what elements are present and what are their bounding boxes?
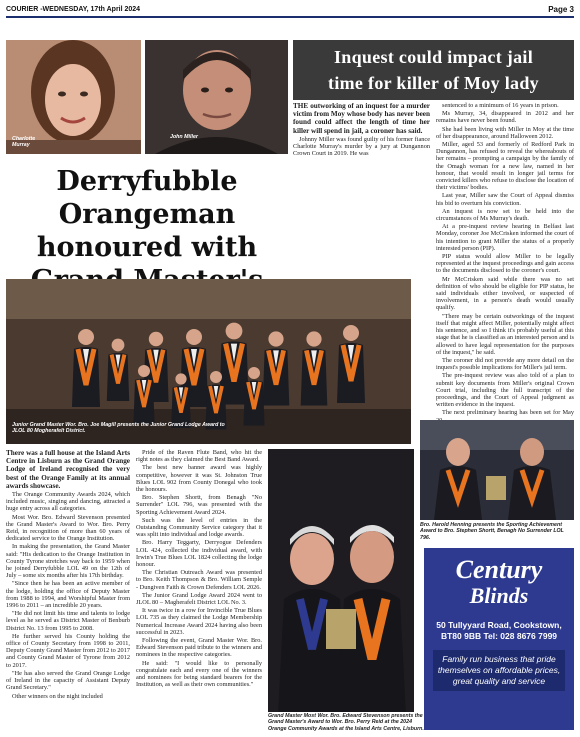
- orange-headline: Derryfubble Orangeman honoured with: [36, 166, 258, 263]
- article-paragraph: He said: "I would like to personally congratulate each and every one of the winners and nominees for being standard bearers for the Institution, as well as their own communities.": [136, 659, 262, 689]
- moy-article-col1: [293, 102, 430, 158]
- grand-master-caption: Grand Master Most Wor. Bro. Edward Stevenson presents the Grand Master's Award to Wor. Bro. Perry Reid at the 2024 Orange Community Awards at the Island Arts Centre, Lisburn.: [268, 712, 424, 736]
- article-paragraph: Bro. Stephen Shortt, from Benagh "No Surrender" LOL 796, was presented with the Sporting Achievement Award 2024.: [136, 494, 262, 516]
- orange-article-col1: [6, 449, 130, 732]
- article-paragraph: The Christian Outreach Award was presented to Bro. Keith Thompson & Bro. William Semple - Dungiven Faith & Crown Defenders LOL 2026.: [136, 569, 262, 591]
- article-paragraph: In making the presentation, the Grand Master said: "His dedication to the Orange Institution in County Tyrone stretches way back to 1959 when he joined Derryfubble LOL 49 on the 12th of July – some six months after his 17th birthday.: [6, 543, 130, 580]
- article-paragraph: Pride of the Raven Flute Band, who hit the right notes as they claimed the Best Band Award.: [136, 449, 262, 464]
- article-paragraph: The best new banner award was highly competitive, however it was St. Johnston True Blues LOL 902 from County Donegal who took the honours.: [136, 464, 262, 494]
- moy-headline-line1: Inquest could impact jail: [333, 47, 534, 67]
- article-paragraph: He further served his County holding the office of County Secretary from 1998 to 2011, Deputy County Grand Master from 2012 to 2017 and County Grand Master of Tyrone from 2012 to 2017.: [6, 632, 130, 669]
- article-paragraph: "There may be certain outworkings of the inquest itself that might affect Miller, potentially might affect his sentence, and so I think it's probably useful at this stage that he is classified as an interested person and is allowed to have legal representation for the purposes of the inquest," he said.: [436, 312, 574, 356]
- article-paragraph: "He did not limit his time and talents to lodge level as he served as District Master of Benburb District No. 13 from 1995 to 2008.: [6, 610, 130, 632]
- header-rule: [6, 16, 574, 18]
- article-paragraph: She had been living with Miller in Moy at the time of her disappearance, around Halloween 2012.: [436, 125, 574, 140]
- article-paragraph: The coroner did not provide any more detail on the inquest's possible implications for Miller's jail term.: [436, 356, 574, 372]
- moy-article-col2: [436, 102, 574, 417]
- orange-lede: There was a full house at the Island Arts Centre in Lisburn as the Grand Orange Lodge of Ireland recognised the very best of the Orange Family at its annual awards showcase.: [6, 449, 130, 490]
- article-paragraph: Mr McCrisken said while there was no set definition of who should be eligible for PIP status, he said individuals either involved, or suspected of involvement, in a person's death would usually qualify.: [436, 275, 574, 312]
- ad-tagline: Family run business that pride themselves on affordable prices, great quality and service: [433, 650, 565, 691]
- sporting-award-caption: Bro. Harold Henning presents the Sporting Achievement Award to Bro. Stephen Shortt, Benagh No Surrender LOL 796.: [420, 522, 564, 541]
- ad-brand-blinds: Blinds: [469, 583, 529, 608]
- john-miller-photo: [145, 40, 288, 154]
- article-paragraph: sentenced to a minimum of 16 years in prison.: [442, 102, 559, 109]
- group-photo-caption: Junior Grand Master Wor. Bro. Joe Magill presents the Junior Grand Lodge Award to JLOL 80 Mogherafelt District.: [12, 422, 225, 435]
- article-paragraph: An inquest is now set to be held into the circumstances of Ms Murray's death.: [436, 207, 574, 223]
- article-paragraph: The Junior Grand Lodge Award 2024 went to JLOL 80 – Magherafelt District LOL No. 3.: [136, 591, 262, 607]
- page-number: Page 3: [548, 4, 574, 14]
- article-paragraph: Such was the level of entries in the Outstanding Community Service category that it was split into individual and lodge awards.: [136, 516, 262, 539]
- moy-inquest-headline: [293, 40, 574, 100]
- article-paragraph: "He has also served the Grand Orange Lodge of Ireland in the capacity of Assistant Deputy Grand Secretary.": [6, 669, 130, 692]
- article-paragraph: Most Wor. Bro. Edward Stevenson presented the Grand Master's Award to Wor. Bro. Perry Reid, in recognition of more than 60 years of dedicated service to the Orange Institution.: [6, 513, 130, 543]
- john-miller-caption: John Miller: [170, 134, 198, 140]
- ad-address-line2: BT80 9BB Tel: 028 8676 7999: [440, 631, 558, 641]
- article-paragraph: The pre-inquest review was also told of a plan to submit key documents from Miller's original Crown Court trial, including the full transcript of the proceedings, and the Court of Appeal judgment as written evidence in the inquest.: [436, 372, 574, 409]
- article-paragraph: Following the event, Grand Master Wor. Bro. Edward Stevenson paid tribute to the winners and nominees in the respective categories.: [136, 637, 262, 659]
- orange-article-col2: [136, 449, 262, 732]
- article-paragraph: Last year, Miller saw the Court of Appeal dismiss his bid to overturn his conviction.: [436, 192, 574, 207]
- moy-headline-line2: time for killer of Moy lady: [328, 73, 539, 93]
- article-paragraph: Bro. Harry Teggarty, Derryogue Defenders LOL 424, collected the individual award, with Irwin's True Blues LOL 1824 collecting the lodge honour.: [136, 539, 262, 569]
- article-paragraph: It was twice in a row for Invincible True Blues LOL 735 as they claimed the Lodge Membership Numerical Increase Award 2024 having also been successful in 2023.: [136, 607, 262, 636]
- moy-col1-para: Johnny Miller was found guilty of his former fiance Charlotte Murray's murder by a jury at Dungannon Crown Court in 2019. He was: [293, 135, 430, 158]
- article-paragraph: Other winners on the night included: [12, 692, 103, 700]
- charlotte-murray-caption: Charlotte Murray: [12, 136, 36, 149]
- article-paragraph: Miller, aged 53 and formerly of Redford Park in Dungannon, has refused to reveal the whereabouts of her remains – prompting a campaign by the family of the Omagh woman for a new law, named in her honour, that would result in longer jail terms for convicted killers who refuse to disclose the location of their victims' bodies.: [436, 141, 574, 192]
- ad-address-line1: 50 Tullyyard Road, Cookstown,: [436, 620, 562, 630]
- moy-lede: THE outworking of an inquest for a murder victim from Moy whose body has never been found could affect the length of time her killer will spend in jail, a coroner has said.: [293, 102, 430, 135]
- article-paragraph: The next preliminary hearing has been set for May: [442, 409, 574, 417]
- sporting-award-photo: [420, 420, 574, 520]
- ad-brand-century: Century: [455, 555, 543, 584]
- page-header: [6, 3, 574, 15]
- article-paragraph: Ms Murray, 34, disappeared in 2012 and her remains have never been found.: [436, 110, 574, 125]
- article-paragraph: "Since then he has been an active member of the lodge, holding the office of Deputy Master from 1988 to 1994, and Worshipful Master from 1996 to 2011 – an incredible 20 years.: [6, 580, 130, 610]
- grand-master-award-photo: [268, 449, 414, 715]
- article-paragraph: At a pre-inquest review hearing in Belfast last Monday, coroner Joe McCrisken informed the court of his intention to grant Miller the status of a properly interested person (PIP).: [436, 223, 574, 252]
- publication-date: COURIER -WEDNESDAY, 17th April 2024: [6, 5, 141, 13]
- century-blinds-advert[interactable]: [424, 548, 574, 730]
- junior-lodge-group-photo: [6, 279, 411, 444]
- article-paragraph: PIP status would allow Miller to be legally represented at the inquest proceedings and gain access to the documents disclosed to the coroner's court.: [436, 253, 574, 275]
- article-paragraph: The Orange Community Awards 2024, which included music, singing and dancing, attracted a huge entry across all categories.: [6, 491, 130, 513]
